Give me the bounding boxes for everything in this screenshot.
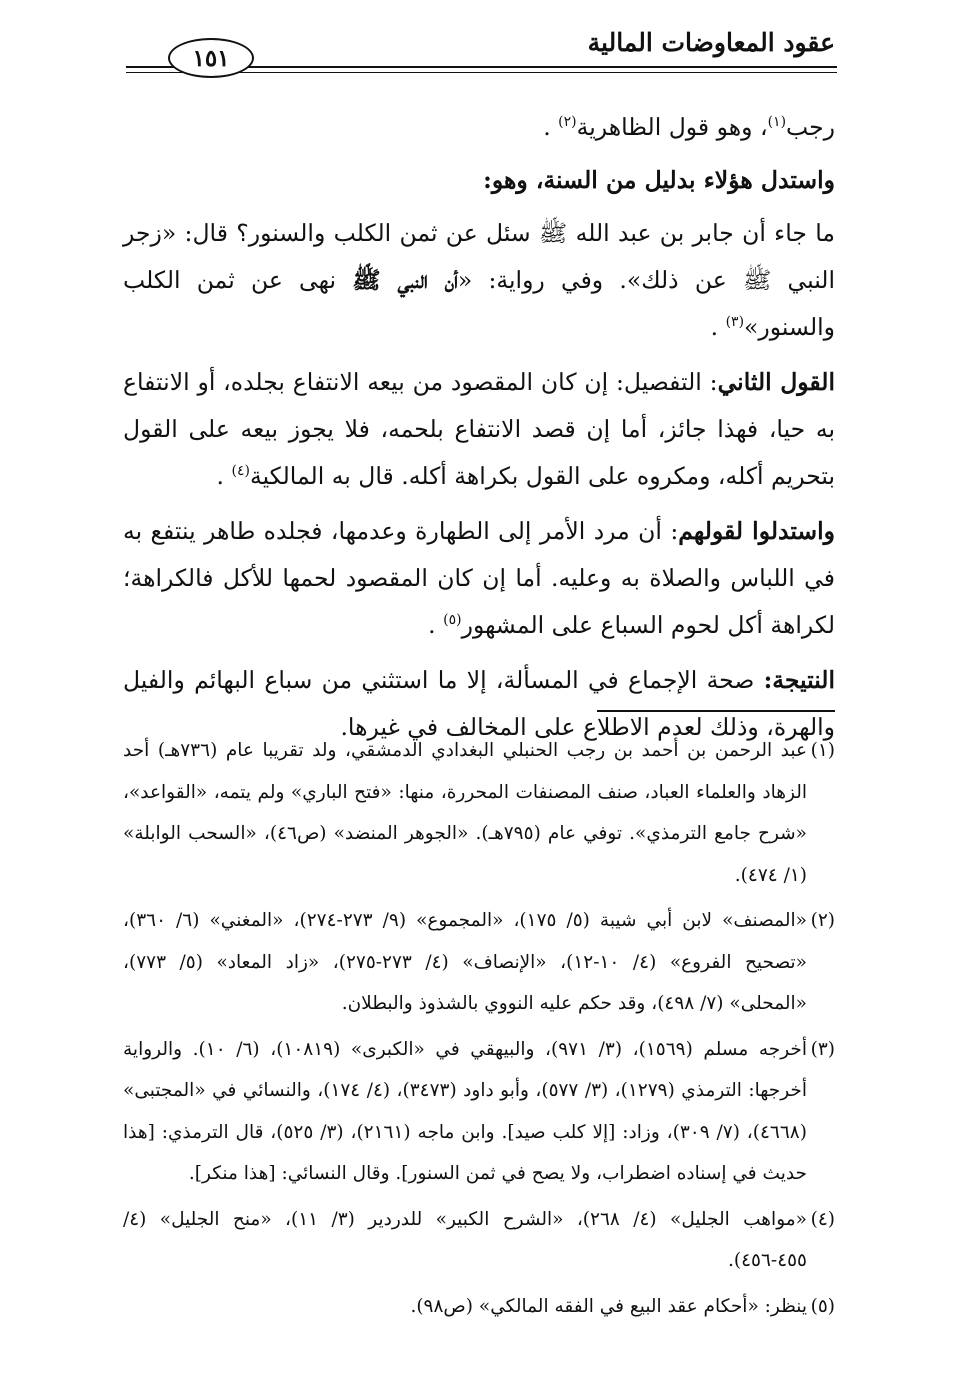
footnote xyxy=(123,1029,835,1195)
p5-end: . xyxy=(428,611,436,639)
paragraph-2-heading: واستدل هؤلاء بدليل من السنة، وهو: xyxy=(483,166,835,194)
p6-text: صحة الإجماع في المسألة، إلا ما استثني من سباع البهائم والفيل والهرة، وذلك لعدم الاطلاع على المخالف في غيرها. xyxy=(123,666,835,741)
footnote-number: (٤) xyxy=(810,1208,835,1230)
footnote-ref-3: (٣) xyxy=(725,314,745,331)
footnote-number: (٥) xyxy=(810,1295,835,1317)
p6-lead: النتيجة: xyxy=(763,666,835,694)
main-text xyxy=(123,104,835,759)
footnote-ref-1: (١) xyxy=(767,114,787,131)
paragraph-5 xyxy=(123,508,835,649)
p1-text: رجب xyxy=(786,113,835,141)
paragraph-4 xyxy=(123,359,835,500)
paragraph-3 xyxy=(123,210,835,351)
p1-mid: ، وهو قول الظاهرية xyxy=(576,113,768,141)
footnote-number: (١) xyxy=(810,740,835,761)
footnotes xyxy=(123,730,835,1331)
p5-lead: واستدلوا لقولهم xyxy=(678,517,835,545)
p3-end: . xyxy=(710,313,719,341)
footnote-separator xyxy=(597,710,835,712)
page-number-badge xyxy=(168,38,254,78)
p5-text: : أن مرد الأمر إلى الطهارة وعدمها، فجلده طاهر ينتفع به في اللباس والصلاة به وعليه. أما إن كان المقصود لحمها للأكل فالكراهة؛ لكراهة أكل لحوم السباع على المشهور xyxy=(123,517,835,639)
p3-text-a: ما جاء أن جابر بن عبد الله ﷺ سئل عن ثمن الكلب والسنور؟ قال: «زجر النبي ﷺ عن ذلك». وفي رواية: « xyxy=(123,219,835,294)
footnote xyxy=(123,1286,835,1328)
footnote-ref-4: (٤) xyxy=(231,463,250,480)
p1-end: . xyxy=(543,113,551,141)
footnote xyxy=(123,1199,835,1282)
p4-lead: القول الثاني xyxy=(717,368,836,396)
footnote-text: أخرجه مسلم (١٥٦٩)، (٣/ ٩٧١)، والبيهقي في «الكبرى» (١٠٨١٩)، (٦/ ١٠). والرواية أخرجها: الترمذي (١٢٧٩)، (٣/ ٥٧٧)، وأبو داود (٣٤٧٣)، (٤/ ١٧٤)، والنسائي في «المجتبى» (٤٦٦٨)، (٧/ ٣٠٩)، وزاد: [إلا كلب صيد]. وابن ماجه (٢١٦١)، (٣/ ٥٢٥)، قال الترمذي: [هذا حديث في إسناده اضطراب، ولا يصح في ثمن السنور]. وقال النسائي: [هذا منكر]. xyxy=(123,1038,807,1184)
paragraph-1 xyxy=(123,104,835,151)
footnote-ref-2: (٢) xyxy=(558,114,577,131)
footnote xyxy=(123,900,835,1025)
footnote-text: «مواهب الجليل» (٤/ ٢٦٨)، «الشرح الكبير» للدردير (٣/ ١١)، «منح الجليل» (٤/ ٤٥٥-٤٥٦). xyxy=(123,1208,807,1271)
footnote-text: «المصنف» لابن أبي شيبة (٥/ ١٧٥)، «المجموع» (٩/ ٢٧٣-٢٧٤)، «المغني» (٦/ ٣٦٠)، «تصحيح الفروع» (٤/ ١٠-١٢)، «الإنصاف» (٤/ ٢٧٣-٢٧٥)، «زاد المعاد» (٥/ ٧٧٣)، «المحلى» (٧/ ٤٩٨)، وقد حكم عليه النووي بالشذوذ والبطلان. xyxy=(123,910,807,1014)
footnote-text: عبد الرحمن بن أحمد بن رجب الحنبلي البغدادي الدمشقي، ولد تقريبا عام (٧٣٦هـ) أحد الزهاد والعلماء العباد، صنف المصنفات المحررة، منها: «فتح الباري» ولم يتمه، «القواعد»، «شرح جامع الترمذي». توفي عام (٧٩٥هـ). «الجوهر المنضد» (ص٤٦)، «السحب الوابلة» (١/ ٤٧٤). xyxy=(123,740,807,886)
footnote-number: (٣) xyxy=(810,1038,835,1060)
p4-text: : التفصيل: إن كان المقصود من بيعه الانتفاع بجلده، أو الانتفاع به حيا، فهذا جائز، أما إن قصد الانتفاع بلحمه، فلا يجوز بيعه على القول بتحريم أكله، ومكروه على القول بكراهة أكله. قال به المالكية xyxy=(123,368,835,490)
p3-text-c: نهى عن ثمن الكلب والسنور» xyxy=(123,266,835,341)
footnote-number: (٢) xyxy=(810,910,835,931)
footnote-ref-5: (٥) xyxy=(443,612,462,629)
running-title: عقود المعاوضات المالية xyxy=(587,28,835,57)
footnote-text: ينظر: «أحكام عقد البيع في الفقه المالكي» (ص٩٨). xyxy=(410,1295,807,1317)
p3-bold: أن النبي ﷺ xyxy=(352,266,458,294)
page-number: ١٥١ xyxy=(192,44,230,72)
footnote xyxy=(123,730,835,896)
p4-end: . xyxy=(216,462,225,490)
